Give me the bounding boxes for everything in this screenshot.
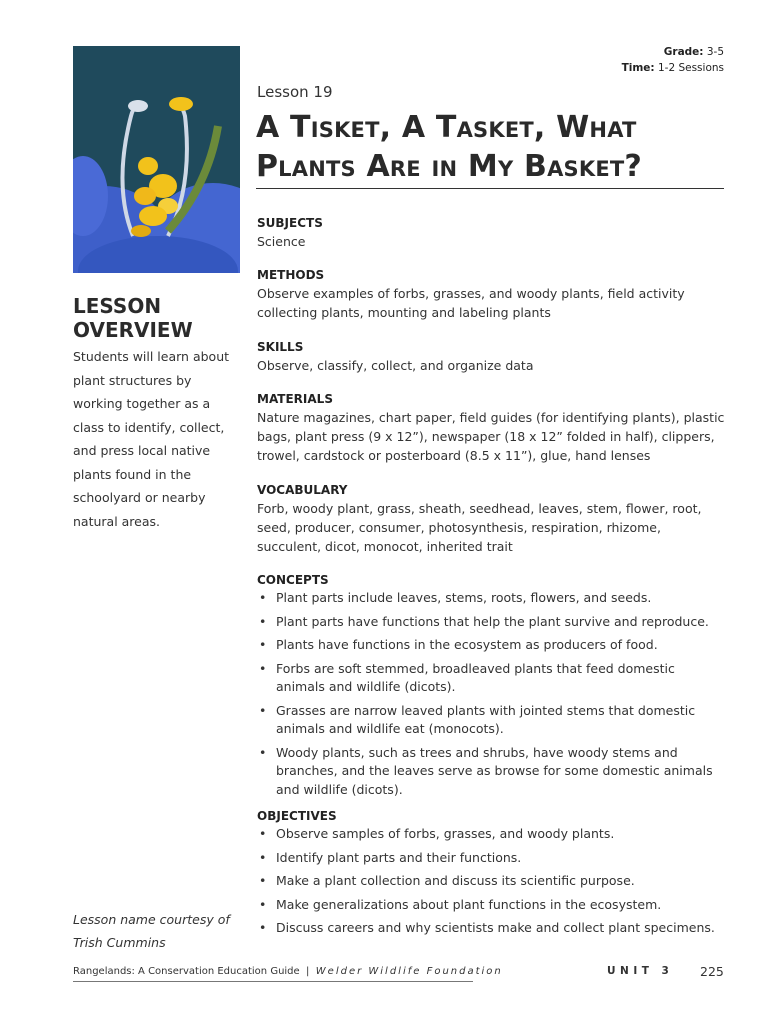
list-item: • Plant parts include leaves, stems, roots, flowers, and seeds. [257, 589, 725, 608]
footer-divider [73, 981, 473, 982]
unit-label: UNIT 3 [607, 965, 674, 977]
subjects-heading: SUBJECTS [257, 216, 323, 230]
list-item: • Discuss careers and why scientists make and collect plant specimens. [257, 919, 725, 938]
title-divider [256, 188, 724, 189]
materials-section [257, 390, 725, 465]
concepts-section [257, 571, 725, 804]
courtesy-note: Lesson name courtesy of Trish Cummins [73, 912, 230, 950]
list-item: • Woody plants, such as trees and shrubs, have woody stems and branches, and the leaves serve as browse for some domestic animals and wildlife (dicots). [257, 744, 725, 800]
title-line-1: A Tisket, A Tasket, What [256, 110, 637, 145]
time-line: Time: 1-2 Sessions [621, 62, 724, 74]
skills-section [257, 338, 725, 375]
subjects-section [257, 214, 725, 251]
grade-line: Grade: 3-5 [663, 46, 724, 58]
vocabulary-heading: VOCABULARY [257, 483, 348, 497]
list-item: • Identify plant parts and their functions. [257, 849, 725, 868]
list-item: • Plant parts have functions that help the plant survive and reproduce. [257, 613, 725, 632]
concepts-list [257, 589, 725, 799]
vocabulary-section [257, 481, 725, 556]
materials-text: Nature magazines, chart paper, field guides (for identifying plants), plastic bags, plant press (9 x 12”), newspaper (18 x 12” folded in half), clippers, trowel, cardstock or posterboard (8.5 x 11”), glue, hand lenses [257, 410, 725, 463]
lesson-title [256, 108, 726, 186]
concepts-heading: CONCEPTS [257, 573, 329, 587]
title-line-2: Plants Are in My Basket? [256, 149, 642, 184]
methods-text: Observe examples of forbs, grasses, and woody plants, field activity collecting plants, mounting and labeling plants [257, 286, 685, 320]
page-number: 225 [700, 964, 724, 979]
grade-time-info [622, 44, 724, 76]
objectives-section [257, 807, 725, 943]
list-item: • Forbs are soft stemmed, broadleaved plants that feed domestic animals and wildlife (dicots). [257, 660, 725, 697]
lesson-overview-text: Students will learn about plant structures by working together as a class to identify, collect, and press local native plants found in the schoolyard or nearby natural areas. [73, 349, 230, 529]
subjects-text: Science [257, 234, 306, 249]
list-item: • Plants have functions in the ecosystem as producers of food. [257, 636, 725, 655]
objectives-list [257, 825, 725, 938]
methods-section [257, 266, 725, 322]
list-item: • Make generalizations about plant functions in the ecosystem. [257, 896, 725, 915]
list-item: • Grasses are narrow leaved plants with jointed stems that domestic animals and wildlife eat (monocots). [257, 702, 725, 739]
methods-heading: METHODS [257, 268, 325, 282]
list-item: • Make a plant collection and discuss its scientific purpose. [257, 872, 725, 891]
skills-text: Observe, classify, collect, and organize data [257, 358, 534, 373]
lesson-number: Lesson 19 [257, 83, 333, 101]
objectives-heading: OBJECTIVES [257, 809, 337, 823]
flower-photo [73, 46, 240, 273]
footer-guide-line: Rangelands: A Conservation Education Guide | Welder Wildlife Foundation [73, 966, 503, 977]
skills-heading: SKILLS [257, 340, 304, 354]
lesson-overview-heading: LESSON OVERVIEW [73, 294, 193, 342]
materials-heading: MATERIALS [257, 392, 333, 406]
list-item: • Observe samples of forbs, grasses, and woody plants. [257, 825, 725, 844]
vocabulary-text: Forb, woody plant, grass, sheath, seedhead, leaves, stem, flower, root, seed, producer, consumer, photosynthesis, respiration, rhizome, succulent, dicot, monocot, inherited trait [257, 501, 702, 554]
